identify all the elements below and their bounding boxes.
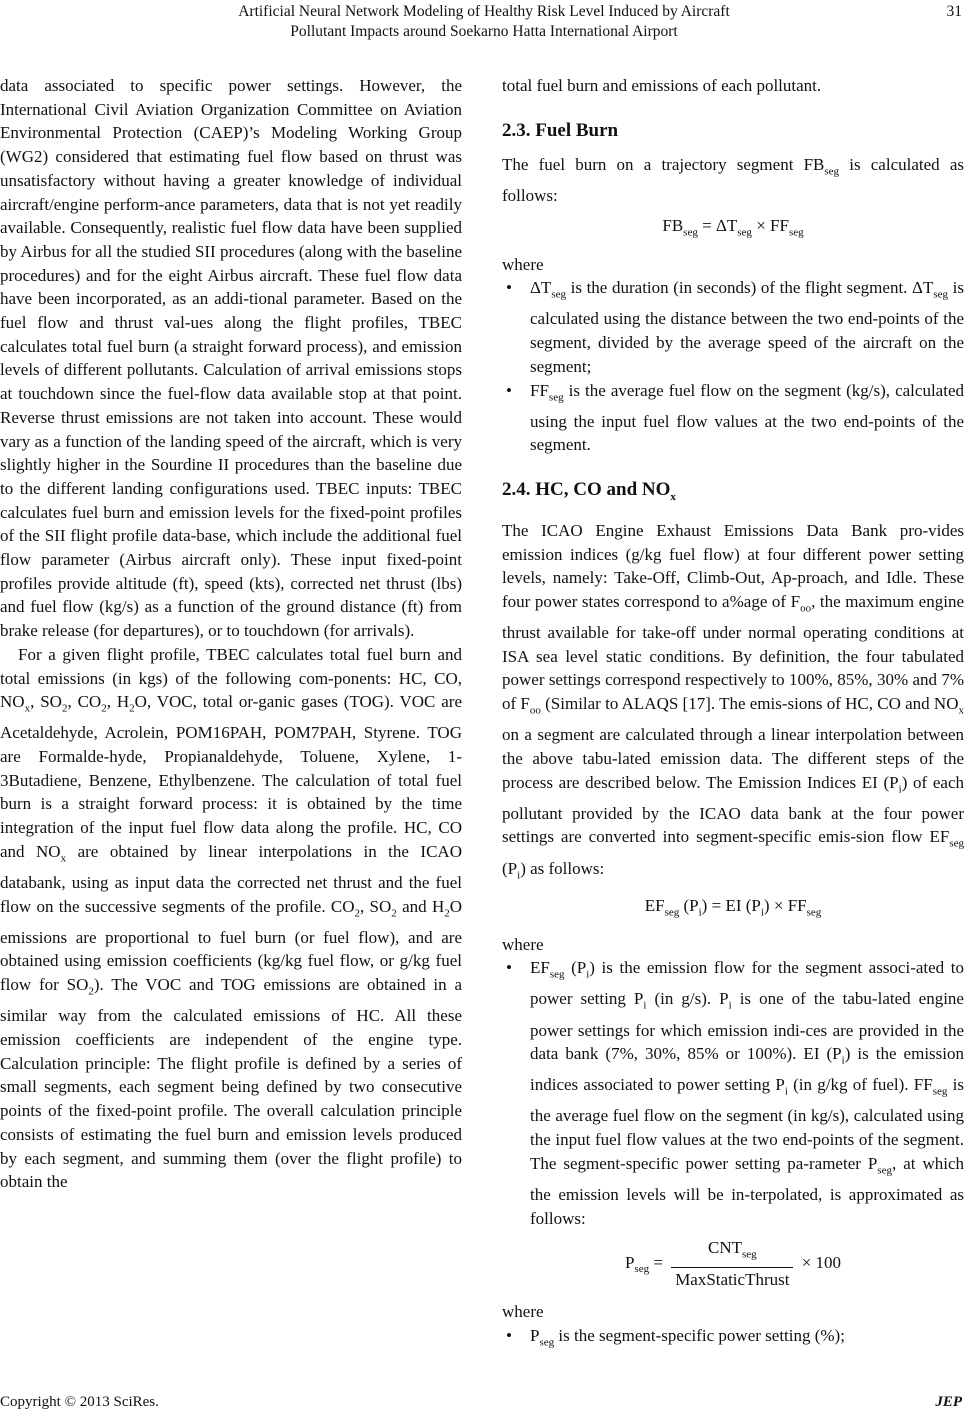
list-item: • $EF_{seg}$ $(P_i)$ is the emission flow for the segment associ-ated to power setting $P_i$ (in g/s). $P_i$ is one of the tabu-lated engine power settings for which emission indi-ces are provided in the data bank (7%, 30%, 85% or 100%). EI $(P_i)$ is the emission indices associated to power setting $P_i$ (in g/kg of fuel). $FF_{seg}$ is the average fuel flow on the segment (in kg/s), calculated using the input fuel flow values at the two end-points of the segment. The segment-specific power setting pa-rameter $P_{seg}$, at which the emission levels will be in-terpolated, is approximated as follows: <box>502 956 964 1230</box>
section-heading-fuel-burn: 2.3. Fuel Burn <box>502 119 619 141</box>
equation-power-setting: $P_{seg}$ = $\frac{CNT_{seg}}{\text{MaxStaticThrust}}$ × 100 <box>502 1236 964 1292</box>
power-setting-variable-list <box>502 1324 964 1355</box>
fuel-burn-variable-list <box>502 276 964 457</box>
page-number: 31 <box>946 3 962 20</box>
paragraph-fuel-burn: The fuel burn on a trajectory segment $FB_{seg}$ is calculated as follows: <box>502 154 964 205</box>
emission-flow-variable-list <box>502 956 964 1230</box>
paragraph-emission-components: For a given flight profile, TBEC calculates total fuel burn and total emissions (in kgs) of the following com-ponents: HC, CO, $NO_x$, $SO_2$, $CO_2$, $H_2O$, VOC, total or-ganic gases (TOG). VOC are Acetaldehyde, Acrolein, POM16PAH, POM7PAH, Styrene. TOG are Formalde-hyde, Propianaldehyde, Toluene, Xylene, 1-3Butadiene, Benzene, Ethylbenzene. The calculation of total fuel burn is a straight forward process: it is obtained by the time integration of the input fuel flow data along the profile. HC, CO and $NO_x$ are obtained by linear interpolations in the ICAO databank, using as input data the corrected net thrust and the fuel flow on the successive segments of the profile. $CO_2$, $SO_2$ and $H_2O$ emissions are proportional to fuel burn (or fuel flow), and are obtained using emission coefficients (kg/kg fuel flow, or g/kg fuel flow for $SO_2$). The VOC and TOG emissions are obtained in a similar way from the calculated emissions of HC. All these emission coefficients are independent of the engine type. Calculation principle: The flight profile is defined by a series of small segments, each segment being defined by two consecutive points of the fixed-point profile. The overall calculation principle consists of estimating the fuel burn and emission levels produced by each segment, and summing them (over the flight profile) to obtain the <box>0 644 463 1192</box>
paragraph-total-fuel: total fuel burn and emissions of each pollutant. <box>502 76 822 95</box>
where-label: where <box>502 934 544 954</box>
list-item: • $FF_{seg}$ is the average fuel flow on the segment (kg/s), calculated using the input fuel flow values at the two end-points of the segment. <box>502 379 964 458</box>
fraction: $\frac{CNT_{seg}}{\text{MaxStaticThrust}}$ <box>671 1236 793 1292</box>
copyright-footer: Copyright © 2013 SciRes. <box>0 1394 159 1410</box>
equation-emission-flow: $EF_{seg}$ $(P_i)$ = EI $(P_i) \times FF_{seg}$ <box>644 895 822 918</box>
header-title-line1: Artificial Neural Network Modeling of Healthy Risk Level Induced by Aircraft <box>238 3 730 20</box>
where-label: where <box>502 1302 544 1322</box>
list-item: • $P_{seg}$ is the segment-specific power setting (%); <box>502 1324 964 1355</box>
paragraph-tbec-inputs: data associated to specific power settings. However, the International Civil Aviation Organization Committee on Aviation Environmental Protection (CAEP)’s Modeling Working Group (WG2) considered that estimating fuel flow based on thrust was unsatisfactory without having a greater knowledge of individual aircraft/engine perform-ance parameters, data that is not yet readily available. Consequently, realistic fuel flow data have been supplied by Airbus for all the studied SII procedures (along with the baseline procedures) and for the eight Airbus aircraft. These fuel flow data have been incorporated, as an addi-tional parameter. Based on the fuel flow and thrust val-ues along the flight profiles, TBEC calculates total fuel burn (a straight forward process), and emission levels of different pollutants. Calculation of arrival emissions stops at touchdown since the fuel-flow data available stop at that point. Reverse thrust emissions are not taken into account. These would vary as a function of the landing speed of the aircraft, which is very slightly higher in the Sourdine II procedures than the baseline due to the different landing configurations used. TBEC inputs: TBEC calculates fuel burn and emission levels for the fixed-point profiles of the SII flight profile data-base, which include the additional fuel flow parameter (Airbus aircraft only). These input fixed-point profiles provide altitude (ft), speed (kts), corrected net thrust (lbs) and fuel flow (kg/s) as a function of the ground distance (ft) from brake release (for departures), or to touchdown (for arrivals). <box>0 76 462 641</box>
where-label: where <box>502 254 544 274</box>
list-item: • $\Delta T_{seg}$ is the duration (in seconds) of the flight segment. $\Delta T_{seg}$ is calculated using the distance between the two end-points of the segment, divided by the average speed of the aircraft on the segment; <box>502 276 964 378</box>
right-column <box>502 74 964 1355</box>
equation-fuel-burn: $FB_{seg} = \Delta T_{seg} \times FF_{seg}$ <box>662 215 804 238</box>
journal-abbreviation: JEP <box>935 1394 962 1410</box>
paragraph-emission-indices: The ICAO Engine Exhaust Emissions Data Bank pro-vides emission indices (g/kg fuel flow) at four different power setting levels, namely: Take-Off, Climb-Out, Ap-proach, and Idle. These four power states correspond to a%age of $F_{oo}$, the maximum engine thrust available for take-off under normal operating conditions at ISA sea level static conditions. By definition, the four tabulated power settings correspond respectively to 100%, 85%, 30% and 7% of $F_{oo}$ (Similar to ALAQS [17]. The emis-sions of HC, CO and $NO_x$ on a segment are calculated through a linear interpolation between the above tabu-lated emission data. The different steps of the process are described below. The Emission Indices EI $(P_i)$ of each pollutant provided by the ICAO data bank at the four power settings are converted into segment-specific emis-sion flow $EF_{seg}$ $(P_i)$ as follows: <box>502 520 964 881</box>
header-title-line2: Pollutant Impacts around Soekarno Hatta International Airport <box>290 23 678 40</box>
running-header <box>0 2 968 42</box>
left-column <box>0 74 462 1194</box>
section-heading-hc-co-nox: 2.4. HC, CO and $NO_x$ <box>502 479 676 503</box>
